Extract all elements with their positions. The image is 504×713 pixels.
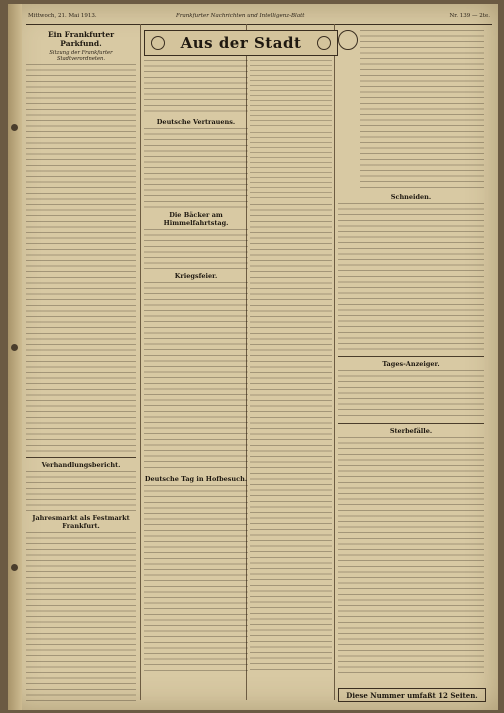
article-body: [26, 471, 136, 511]
ornament-icon: [317, 36, 331, 50]
article-headline: Jahresmarkt als Festmarkt Frankfurt.: [32, 514, 130, 530]
ornament-icon: [151, 36, 165, 50]
page-count-notice: [338, 688, 486, 702]
column-3: [250, 58, 332, 700]
article-headline: Deutsche Vertrauens.: [156, 118, 236, 126]
article-headline: Sterbefälle.: [389, 427, 433, 435]
punch-hole: [11, 564, 18, 571]
divider: [338, 356, 484, 357]
death-notices-list: [338, 437, 484, 677]
divider: [26, 457, 136, 458]
article-body: [144, 485, 248, 675]
page-title: Aus der Stadt: [180, 34, 302, 52]
masthead-issue: Nr. 139 — 2te.: [449, 13, 490, 19]
binding-edge: [8, 4, 22, 710]
number-list: [250, 132, 332, 202]
article-body: [360, 30, 484, 190]
number-list: [250, 60, 332, 130]
column-2: [144, 58, 248, 700]
article-headline: Kriegsfeier.: [174, 272, 218, 280]
article-subheadline: Sitzung der Frankfurter Stadtverordneten.: [49, 50, 113, 62]
masthead-paper-name: Frankfurter Nachrichten und Intelligenz-Blatt: [176, 13, 305, 19]
article-body: [338, 203, 484, 353]
punch-hole: [11, 344, 18, 351]
article-headline: Deutsche Tag in Hofbesuch.: [144, 475, 248, 483]
article-headline: Ein Frankfurter Parkfund.: [47, 30, 115, 48]
section-title-band: [144, 30, 338, 56]
punch-hole: [11, 124, 18, 131]
column-1: [26, 28, 136, 704]
article-body: [338, 370, 484, 420]
masthead: [26, 10, 492, 25]
article-headline: Die Bäcker am Himmelfahrtstag.: [163, 211, 229, 227]
article-body: [250, 204, 332, 674]
article-body: [144, 60, 248, 115]
article-body: [26, 64, 136, 454]
article-headline: Tages-Anzeiger.: [382, 360, 440, 368]
masthead-date: Mittwoch, 21. Mai 1913.: [28, 13, 97, 19]
article-body: [144, 128, 248, 208]
article-body: [144, 282, 248, 472]
article-body: [26, 532, 136, 702]
column-rule: [334, 24, 335, 700]
column-4: [338, 28, 484, 704]
page-count-text: Diese Nummer umfaßt 12 Seiten.: [346, 690, 478, 700]
column-rule: [140, 24, 141, 700]
divider: [338, 423, 484, 424]
article-headline: Verhandlungsbericht.: [41, 461, 121, 469]
article-headline: Schneiden.: [390, 193, 432, 201]
article-body: [144, 229, 248, 269]
